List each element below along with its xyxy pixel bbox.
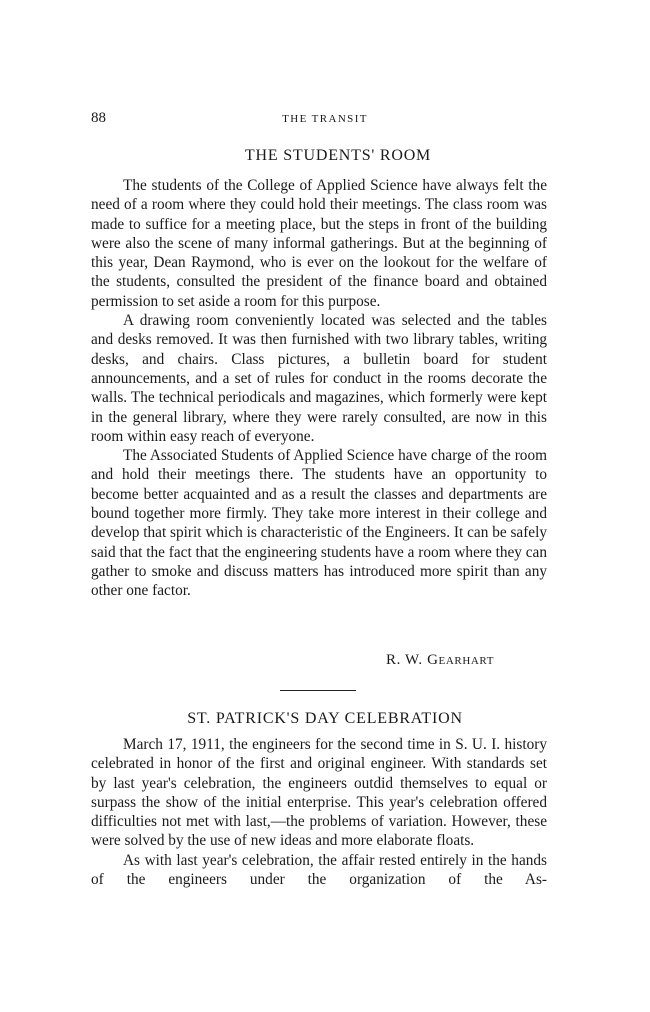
page-number: 88 — [91, 110, 106, 126]
author-name: R. W. Gearhart — [386, 652, 495, 668]
paragraph: A drawing room conveniently located was selected and the tables and desks removed. It was then furnished with two library tables, writing desks, and chairs. Class pictures, a bulletin board for student announcements, and a set of rules for conduct in the rooms decorate the walls. The technical periodicals and magazines, which formerly were kept in the general library, where they were rarely consulted, are now in this room within easy reach of everyone. — [91, 312, 547, 445]
running-head: THE TRANSIT — [282, 113, 368, 125]
author-signature — [386, 651, 494, 670]
paragraph: March 17, 1911, the engineers for the second time in S. U. I. history celebrated in honor of the first and original engineer. With standards set by last year's celebration, the engineers outdid themselves to equal or surpass the show of the initial enterprise. This year's celebration offered difficulties not met with last,—the problems of variation. However, these were solved by the use of new ideas and more elaborate floats. — [91, 736, 547, 850]
paragraph: As with last year's celebration, the affair rested entirely in the hands of the engineers under the organization of the As- — [91, 851, 547, 889]
paragraph: The Associated Students of Applied Science have charge of the room and hold their meetings there. The students have an opportunity to become better acquainted and as a result the classes and departments are bound together more firmly. They take more interest in their college and develop that spirit which is characteristic of the Engineers. It can be safely said that the fact that the engineering students have a room where they can gather to smoke and discuss matters has introduced more spirit than any other one factor. — [91, 447, 547, 600]
paragraph: The students of the College of Applied Science have always felt the need of a room where they could hold their meetings. The class room was made to suffice for a meeting place, but the steps in front of the building were also the scene of many informal gatherings. But at the beginning of this year, Dean Raymond, who is ever on the lookout for the welfare of the students, consulted the president of the finance board and obtained permission to set aside a room for this purpose. — [91, 177, 547, 310]
article-title-students-room: THE STUDENTS' ROOM — [244, 147, 432, 164]
article-body-students-room — [91, 176, 547, 601]
section-divider — [280, 690, 356, 691]
article-title-st-patricks-day: ST. PATRICK'S DAY CELEBRATION — [187, 710, 463, 727]
article-body-st-patricks-day — [91, 735, 547, 889]
